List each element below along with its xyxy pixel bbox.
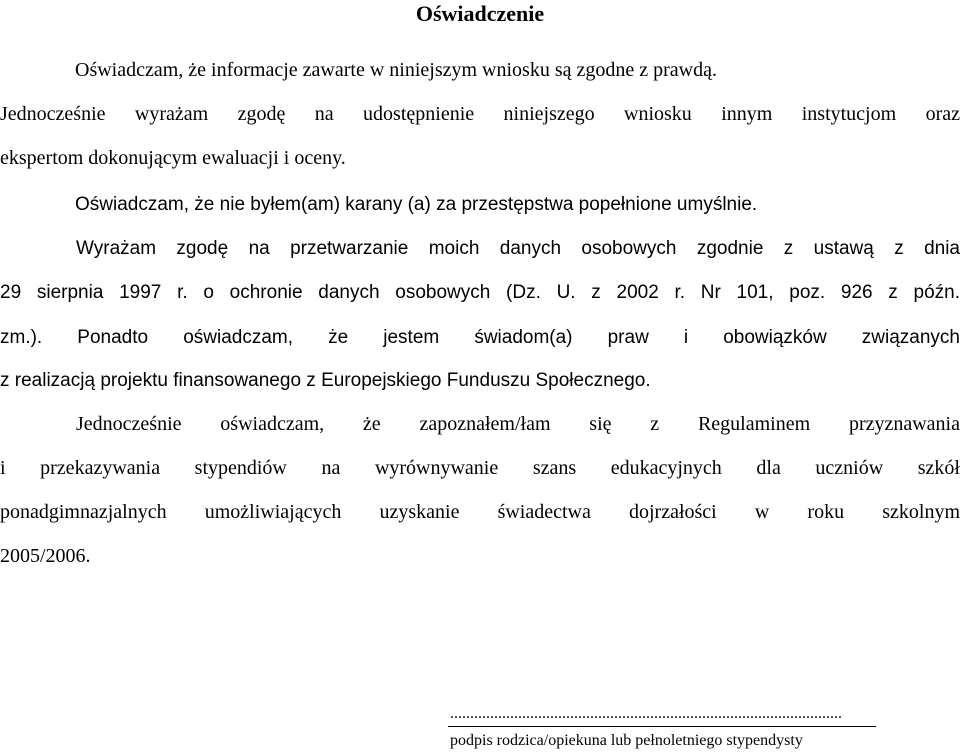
signature-line-dots: .................................................................................................. — [450, 705, 842, 722]
line-4: Oświadczam, że nie byłem(am) karany (a) za przestępstwa popełnione umyślnie. — [75, 194, 758, 215]
line-5: Wyrażam zgodę na przetwarzanie moich danych osobowych zgodnie z ustawą z dnia — [76, 238, 960, 259]
line-3: ekspertom dokonującym ewaluacji i oceny. — [0, 147, 346, 169]
line-1: Oświadczam, że informacje zawarte w niniejszym wniosku są zgodne z prawdą. — [75, 59, 717, 81]
line-6: 29 sierpnia 1997 r. o ochronie danych osobowych (Dz. U. z 2002 r. Nr 101, poz. 926 z późn. — [0, 282, 960, 303]
document-title: Oświadczenie — [415, 1, 545, 26]
line-2: Jednocześnie wyrażam zgodę na udostępnienie niniejszego wniosku innym instytucjom oraz — [0, 103, 960, 125]
line-9: Jednocześnie oświadczam, że zapoznałem/łam się z Regulaminem przyznawania — [76, 413, 960, 435]
signature-rule — [448, 726, 876, 727]
line-11: ponadgimnazjalnych umożliwiających uzyskanie świadectwa dojrzałości w roku szkolnym — [0, 501, 960, 523]
line-7: zm.). Ponadto oświadczam, że jestem świadom(a) praw i obowiązków związanych — [0, 327, 960, 348]
line-8: z realizacją projektu finansowanego z Europejskiego Funduszu Społecznego. — [0, 370, 651, 391]
line-10: i przekazywania stypendiów na wyrównywanie szans edukacyjnych dla uczniów szkół — [0, 457, 960, 479]
signature-caption: podpis rodzica/opiekuna lub pełnoletniego stypendysty — [450, 732, 803, 749]
line-12: 2005/2006. — [0, 545, 91, 567]
